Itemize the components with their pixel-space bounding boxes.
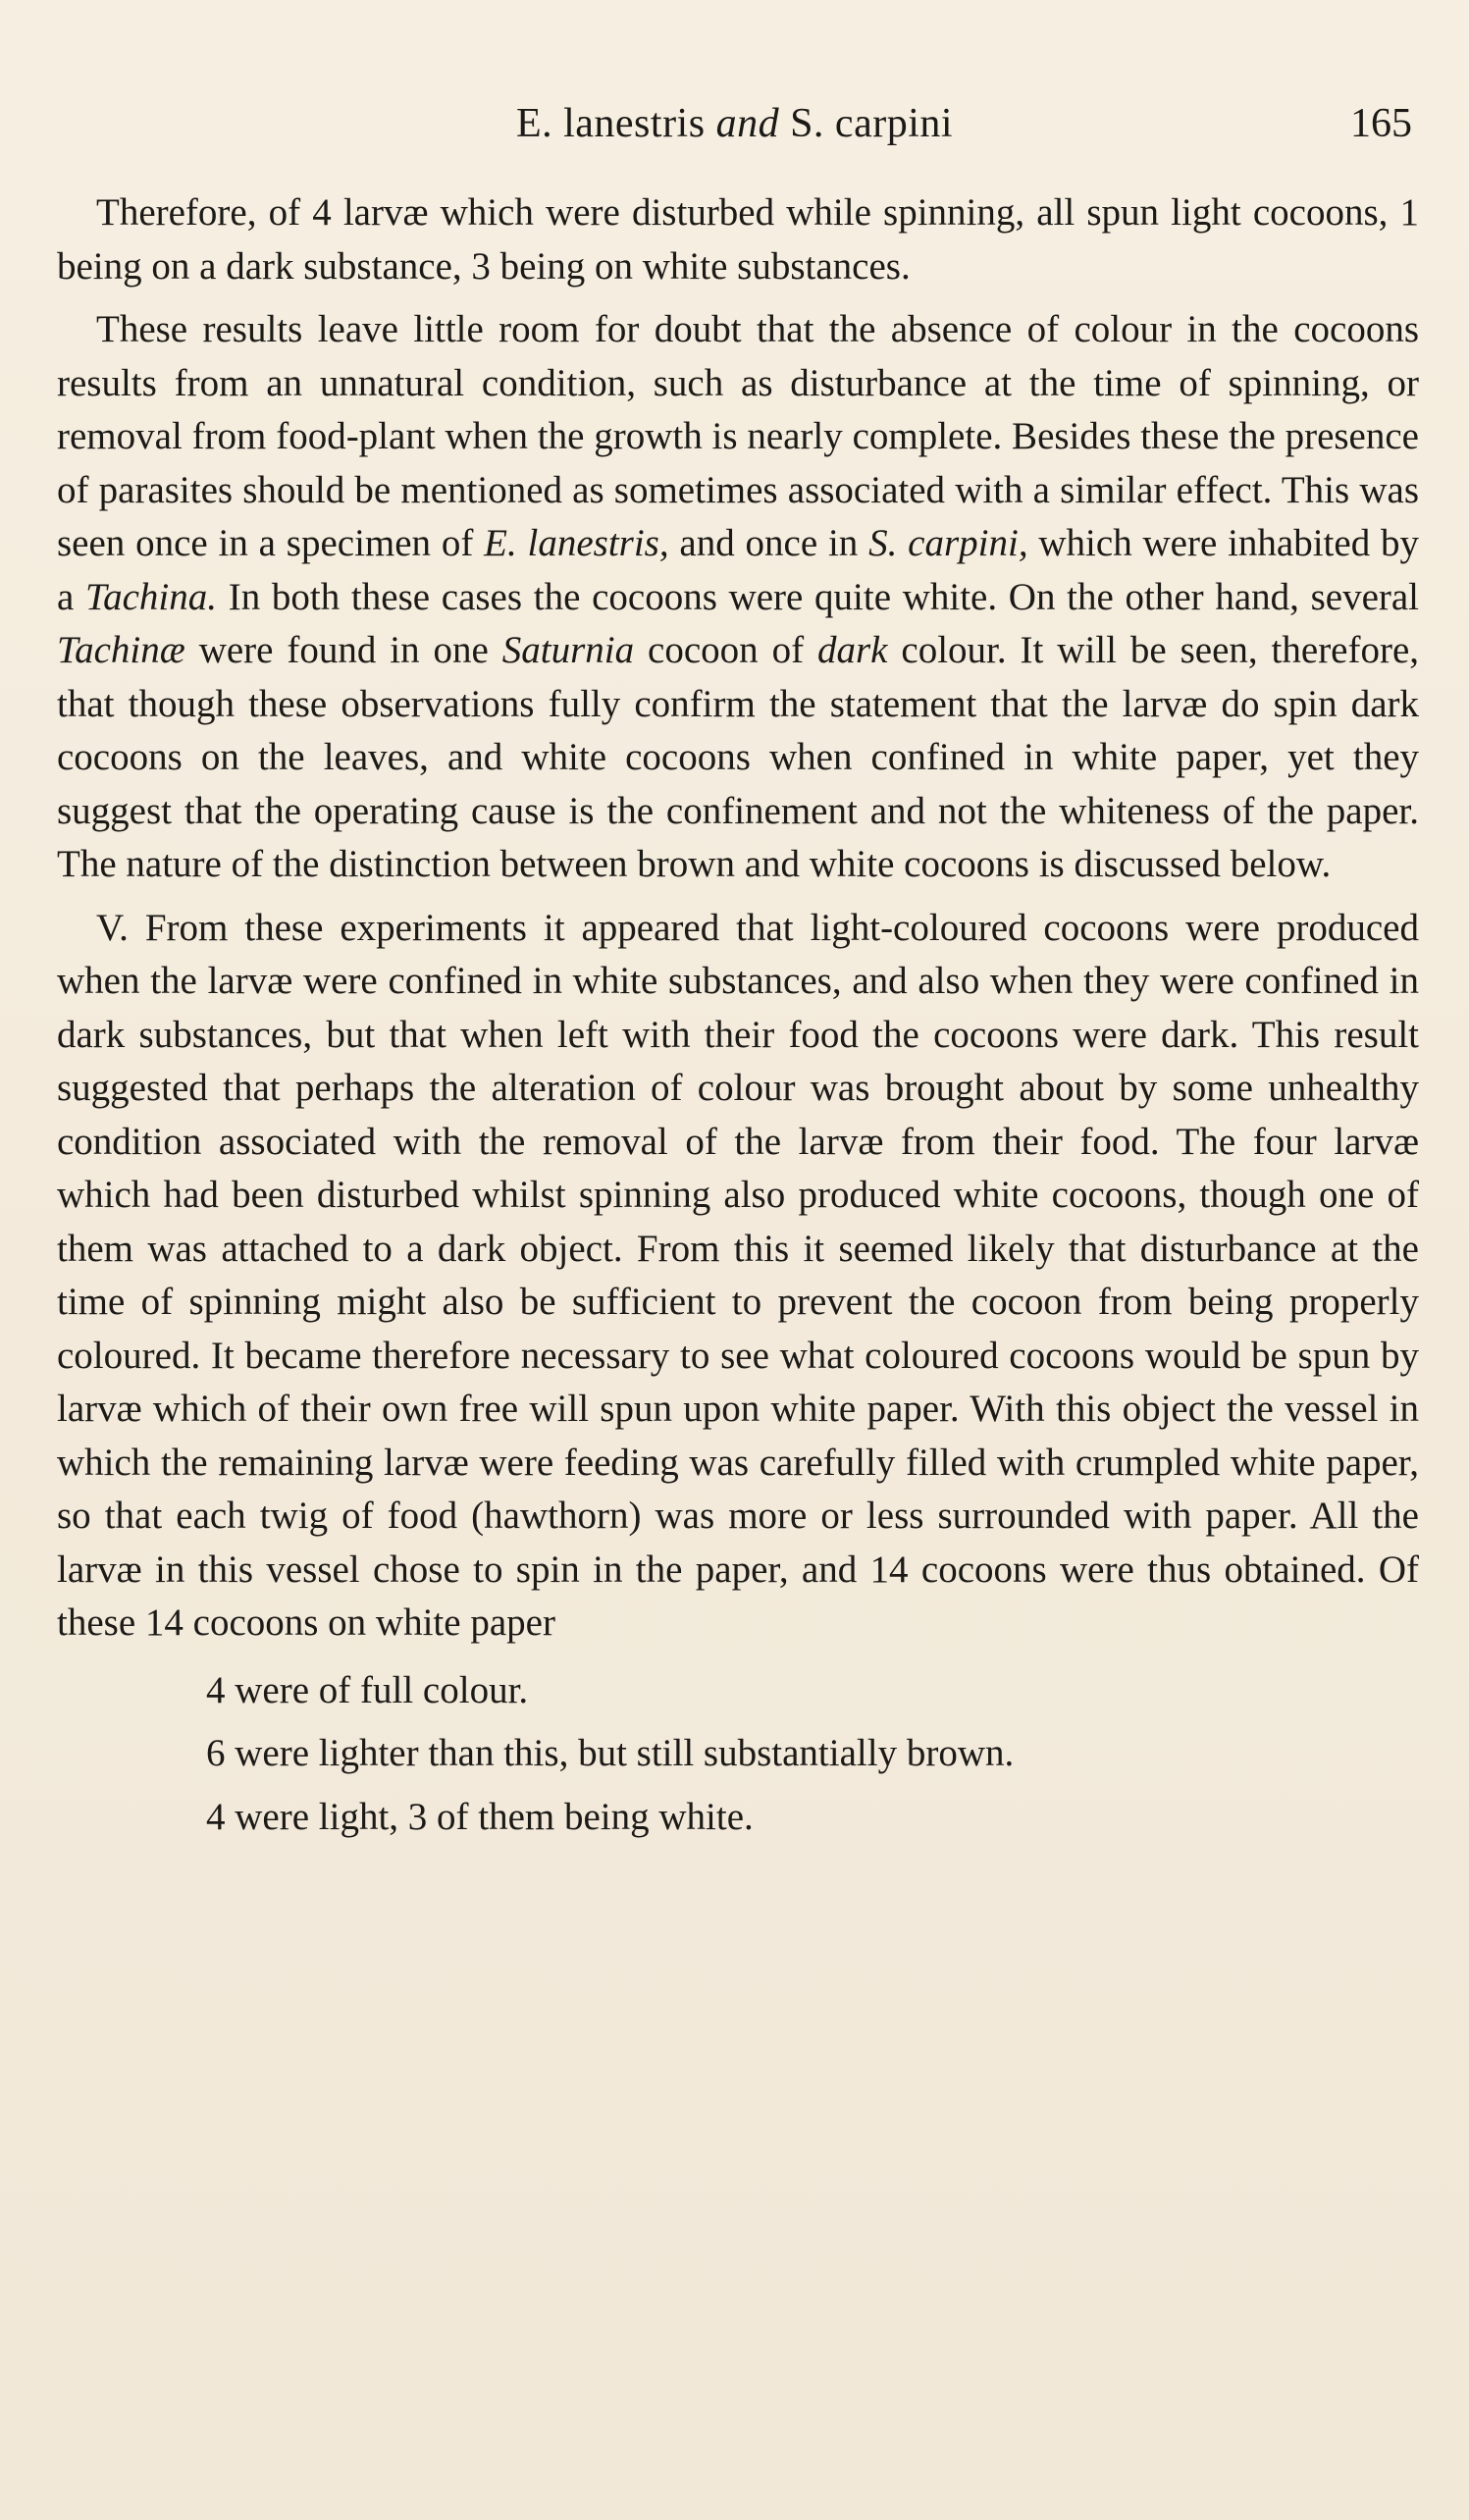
running-title-part-2: S. carpini bbox=[779, 101, 954, 146]
paragraph-2-text-e: were found in one bbox=[184, 629, 502, 671]
paragraph-2-text-f: cocoon of bbox=[634, 629, 817, 671]
word-dark: dark bbox=[816, 629, 888, 671]
paragraph-2-text-b: and once in bbox=[668, 522, 869, 564]
paragraph-3: V. From these experiments it appeared that light-coloured cocoons were produced when the larvæ were confined in white substances, and also when they were confined in dark substances, but that when left with their food the cocoons were dark. This result suggested that perhaps the alteration of colour was brought about by some unhealthy condition associated with the removal of the larvæ from their food. The four larvæ which had been disturbed whilst spinning also produced white cocoons, though one of them was attached to a dark object. From this it seemed likely that disturbance at the time of spinning might also be sufficient to prevent the cocoon from being properly coloured. It became therefore necessary to see what coloured cocoons would be spun by larvæ which of their own free will spun upon white paper. With this object the vessel in which the remaining larvæ were feeding was carefully filled with crumpled white paper, so that each twig of food (hawthorn) was more or less surrounded with paper. All the larvæ in this vessel chose to spin in the paper, and 14 cocoons were thus obtained. Of these 14 cocoons on white paper bbox=[57, 906, 1419, 1644]
list-item: 6 were lighter than this, but still substantially brown. bbox=[206, 1732, 1015, 1774]
paragraph-2 bbox=[57, 303, 1419, 892]
body-text bbox=[57, 186, 1419, 1854]
list-item: 4 were of full colour. bbox=[206, 1668, 529, 1711]
list-item: 4 were light, 3 of them being white. bbox=[206, 1795, 754, 1838]
running-head bbox=[0, 94, 1469, 153]
species-e-lanestris: E. lanestris, bbox=[484, 522, 669, 564]
results-list bbox=[57, 1664, 1419, 1845]
running-title-and: and bbox=[715, 101, 780, 146]
paragraph-2-text-d: In both these cases the cocoons were quite white. On the other hand, several bbox=[217, 575, 1420, 618]
species-s-carpini: S. carpini, bbox=[868, 522, 1028, 564]
paragraph-2-text-a: These results leave little room for doubt that the absence of colour in the cocoons results from an unnatural condition, such as disturbance at the time of spinning, or removal from food-plant when the growth is nearly complete. Besides these the presence of parasites should be mentioned as sometimes associated with a similar effect. This was seen once in a specimen of bbox=[57, 308, 1419, 564]
paragraph-2-text-c: which were inhabited by a bbox=[57, 522, 1419, 618]
genus-tachinae: Tachinæ bbox=[57, 629, 185, 671]
page-number: 165 bbox=[1350, 101, 1412, 146]
running-title bbox=[0, 94, 1469, 153]
genus-saturnia: Saturnia bbox=[501, 629, 635, 671]
paragraph-1: Therefore, of 4 larvæ which were disturbed while spinning, all spun light cocoons, 1 being on a dark substance, 3 being on white substances. bbox=[57, 191, 1419, 288]
running-title-part-1: E. lanestris bbox=[515, 101, 716, 146]
paragraph-2-text-g: colour. It will be seen, therefore, that though these observations fully confirm the statement that the larvæ do spin dark cocoons on the leaves, and white cocoons when confined in white paper, yet they suggest that the operating cause is the confinement and not the whiteness of the paper. The nature of the distinction between brown and white cocoons is discussed below. bbox=[57, 629, 1420, 885]
genus-tachina: Tachina. bbox=[85, 575, 218, 618]
